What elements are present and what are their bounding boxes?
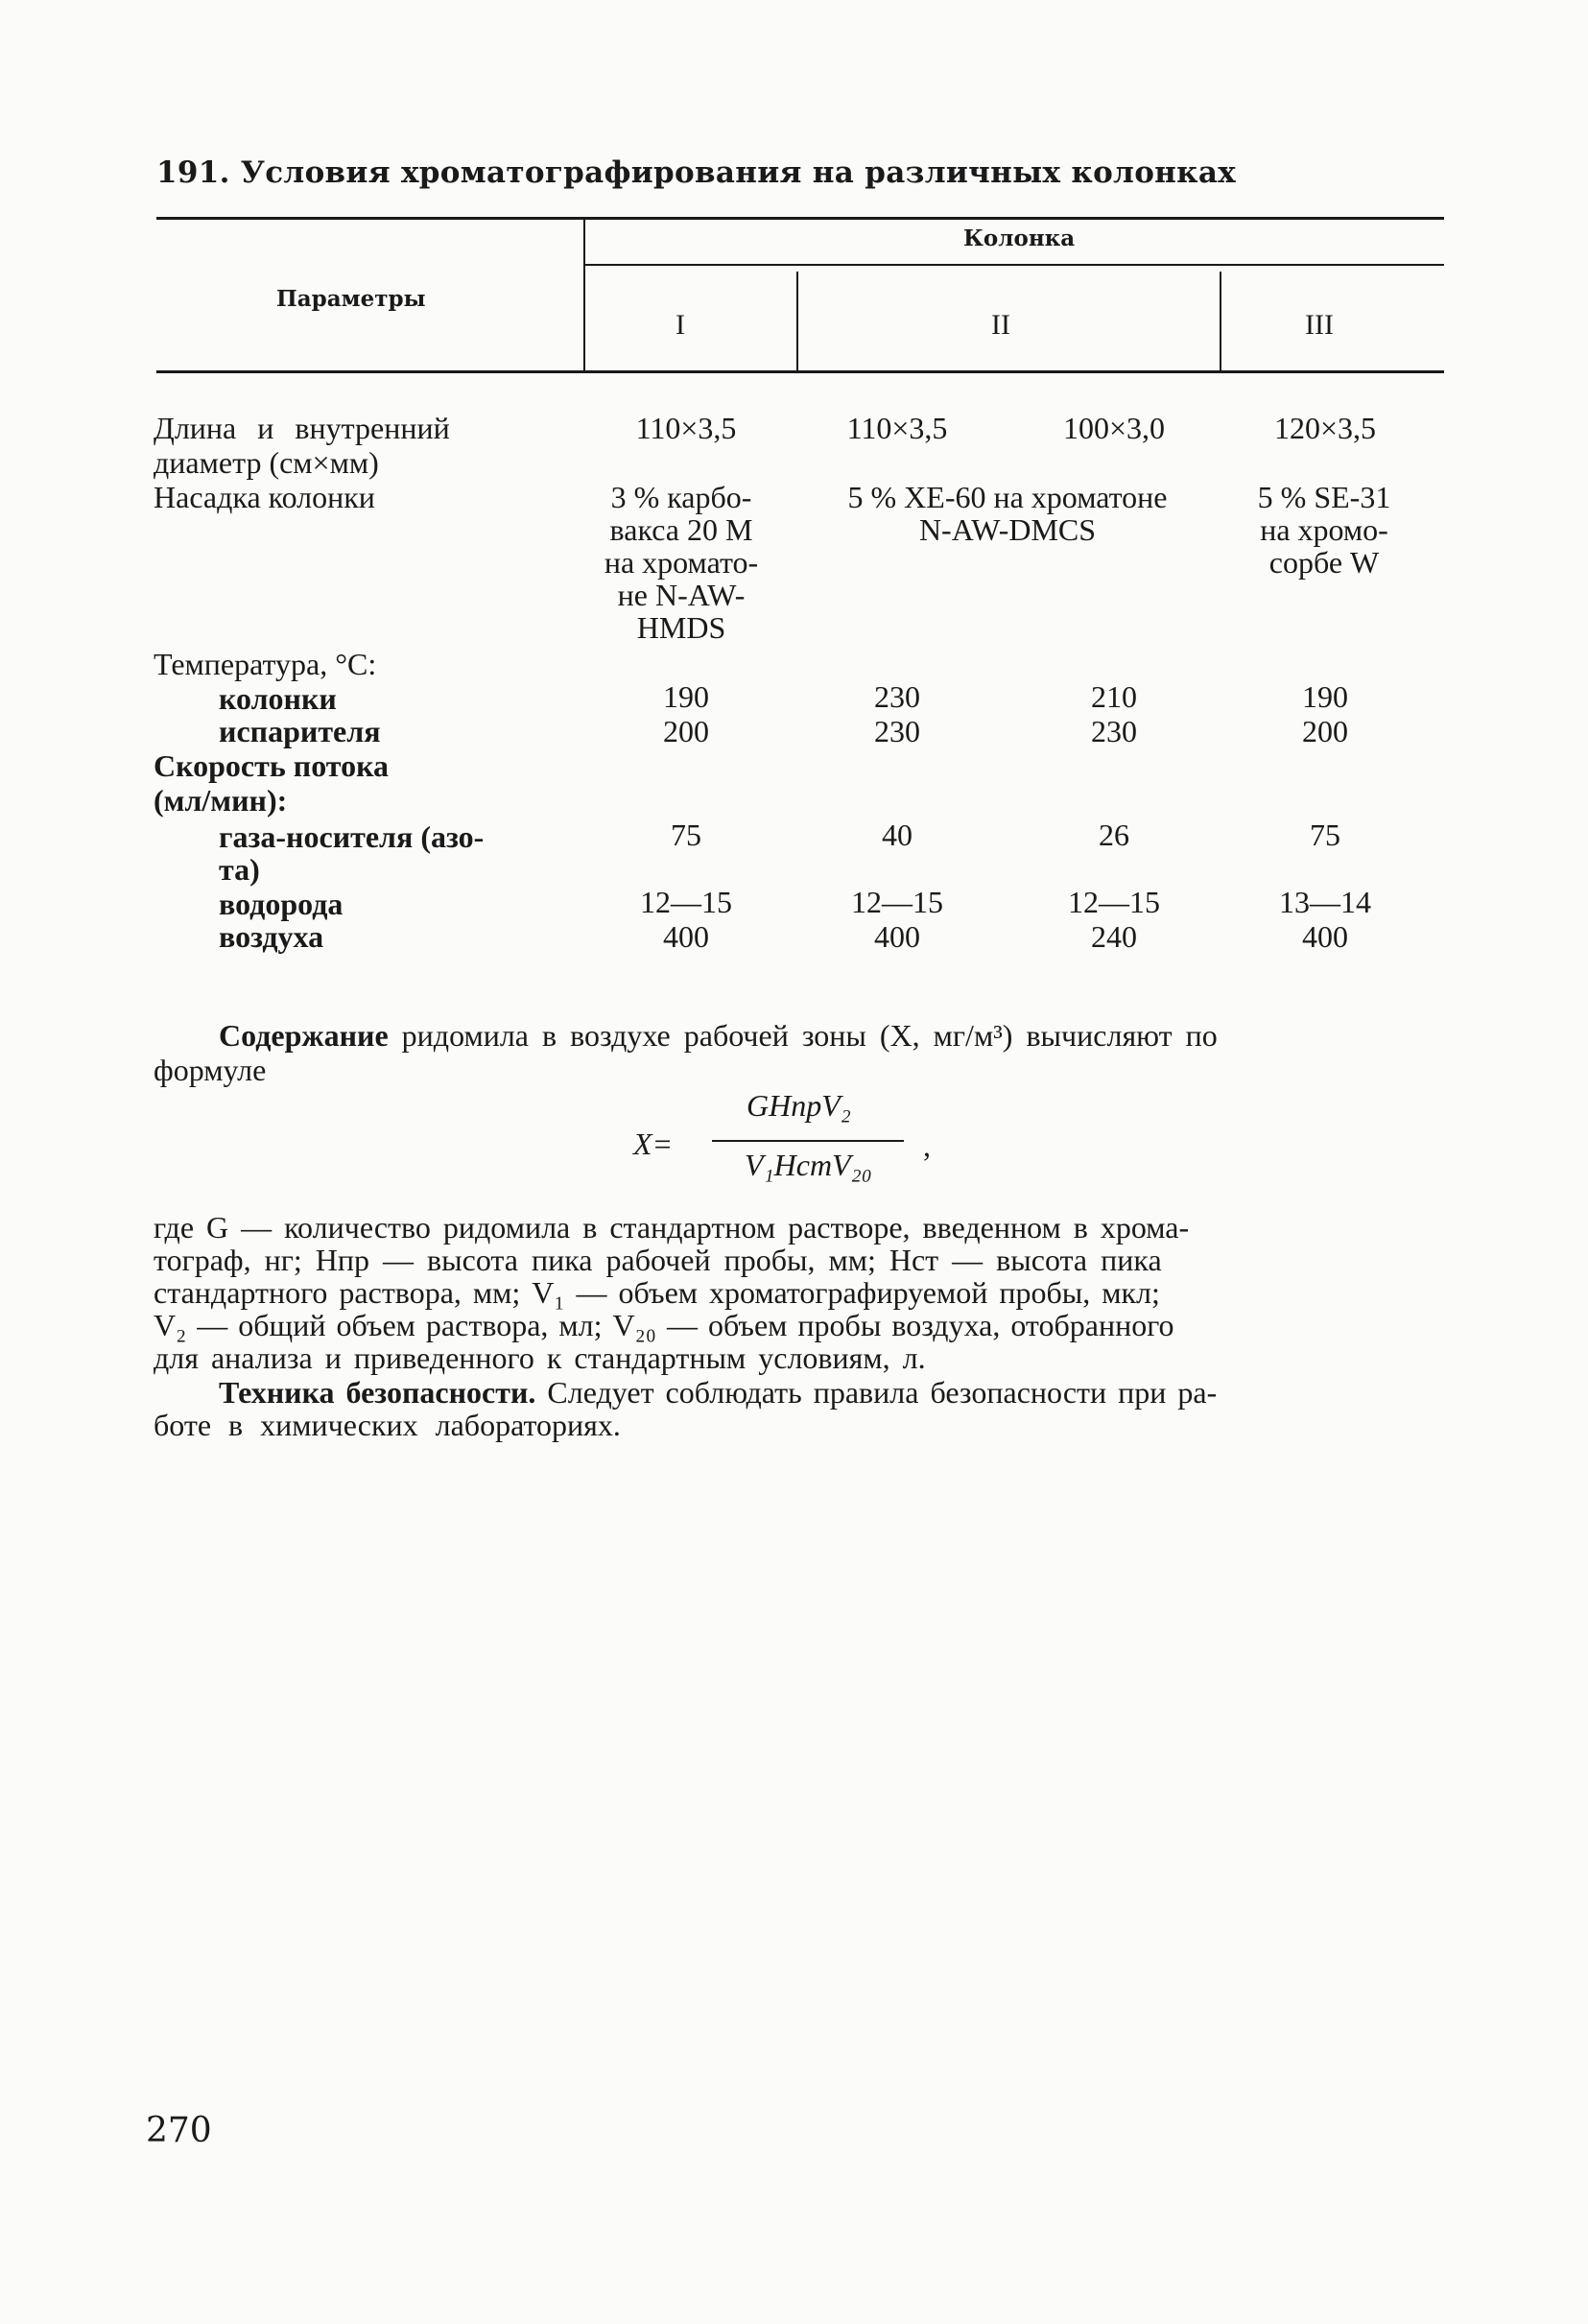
row-length-label-2: диаметр (см×мм) (154, 445, 379, 480)
packing-III-1: 5 % SE-31 (1257, 480, 1391, 514)
table-title: 191. Условия хроматографирования на различных колонках (156, 155, 1237, 190)
temp-evap-II-b: 230 (1091, 714, 1137, 748)
page-number: 270 (146, 2111, 212, 2150)
row-temp-evaporator-label: испарителя (219, 714, 381, 748)
row-carrier-label-2: та) (219, 852, 260, 887)
temp-column-III: 190 (1302, 679, 1348, 714)
air-II-b: 240 (1091, 919, 1137, 954)
packing-I-1: 3 % карбо- (610, 480, 752, 514)
row-hydrogen-label: водорода (219, 887, 344, 921)
length-value-II-b: 100×3,0 (1062, 411, 1166, 445)
paragraph-1-lead: Содержание (219, 1018, 389, 1053)
paragraph-2-line-1: где G — количество ридомила в стандартном растворе, введенном в хрома- (154, 1210, 1190, 1245)
paragraph-2-line-4: V₂ — общий объем раствора, мл; V₂₀ — объем пробы воздуха, отобранного (154, 1308, 1174, 1342)
header-divider-col-I (796, 272, 798, 370)
carrier-I: 75 (671, 818, 701, 852)
carrier-II-b: 26 (1099, 818, 1129, 852)
packing-I-3: на хромато- (604, 545, 759, 580)
hydrogen-II-a: 12—15 (851, 885, 943, 919)
temp-column-II-a: 230 (874, 679, 920, 714)
formula-fraction-bar (712, 1140, 904, 1142)
packing-III-2: на хромо- (1260, 512, 1388, 547)
packing-I-4: не N-AW- (617, 578, 746, 612)
paragraph-3-line-2: боте в химических лабораториях. (154, 1408, 621, 1442)
temp-column-I: 190 (663, 679, 709, 714)
params-header: Параметры (276, 286, 426, 312)
formula-denominator: V₁HстV₂₀ (745, 1148, 872, 1182)
column-header: Колонка (963, 225, 1076, 251)
paragraph-1-rest: ридомила в воздухе рабочей зоны (X, мг/м³) вычисляют по (388, 1018, 1218, 1053)
air-III: 400 (1302, 919, 1348, 954)
column-II-header: II (991, 309, 1010, 341)
hydrogen-III: 13—14 (1279, 885, 1371, 919)
packing-III-3: сорбе W (1268, 545, 1380, 580)
packing-I-2: вакса 20 М (609, 512, 753, 547)
hydrogen-II-b: 12—15 (1068, 885, 1160, 919)
temp-evap-III: 200 (1302, 714, 1348, 748)
air-II-a: 400 (874, 919, 920, 954)
paragraph-3-line-1 (219, 1376, 1217, 1409)
table-header-bottom-rule (156, 370, 1444, 373)
table-top-rule (156, 217, 1444, 220)
header-divider-col-II (1220, 272, 1221, 370)
safety-heading: Техника безопасности. (219, 1375, 536, 1410)
row-air-label: воздуха (219, 919, 324, 954)
formula-numerator: GHпрV₂ (747, 1088, 851, 1123)
column-header-rule (585, 264, 1444, 266)
paragraph-2-line-2: тограф, нг; Hпр — высота пика рабочей пробы, мм; Hст — высота пика (154, 1243, 1162, 1277)
packing-I-5: HMDS (636, 610, 726, 645)
formula-lhs: X= (633, 1126, 674, 1161)
safety-text: Следует соблюдать правила безопасности при ра- (535, 1375, 1218, 1410)
column-I-header: I (675, 309, 685, 341)
paragraph-1-line-2: формуле (154, 1053, 267, 1087)
row-packing-label: Насадка колонки (154, 480, 375, 514)
formula-comma: , (923, 1128, 931, 1163)
row-length-label-1: Длина и внутренний (154, 411, 450, 445)
hydrogen-I: 12—15 (640, 885, 732, 919)
header-divider-params (583, 217, 585, 370)
packing-II-2: N-AW-DMCS (918, 512, 1097, 547)
length-value-II-a: 110×3,5 (846, 411, 948, 445)
paragraph-2-line-5: для анализа и приведенного к стандартным условиям, л. (154, 1340, 926, 1375)
row-temp-column-label: колонки (219, 681, 337, 716)
row-flow-label-1: Скорость потока (154, 748, 390, 783)
air-I: 400 (663, 919, 709, 954)
carrier-III: 75 (1310, 818, 1340, 852)
packing-II-1: 5 % XE-60 на хроматоне (847, 480, 1168, 514)
carrier-II-a: 40 (882, 818, 913, 852)
column-III-header: III (1305, 309, 1334, 341)
temp-evap-I: 200 (663, 714, 709, 748)
length-value-III: 120×3,5 (1273, 411, 1377, 445)
temp-evap-II-a: 230 (874, 714, 920, 748)
temp-column-II-b: 210 (1091, 679, 1137, 714)
row-flow-label-2: (мл/мин): (154, 783, 288, 818)
paragraph-2-line-3: стандартного раствора, мм; V₁ — объем хроматографируемой пробы, мкл; (154, 1275, 1160, 1310)
paragraph-1-line-1 (219, 1019, 1447, 1052)
row-carrier-label-1: газа-носителя (азо- (219, 819, 485, 854)
row-temperature-label: Температура, °С: (154, 647, 377, 681)
length-value-I: 110×3,5 (635, 411, 737, 445)
